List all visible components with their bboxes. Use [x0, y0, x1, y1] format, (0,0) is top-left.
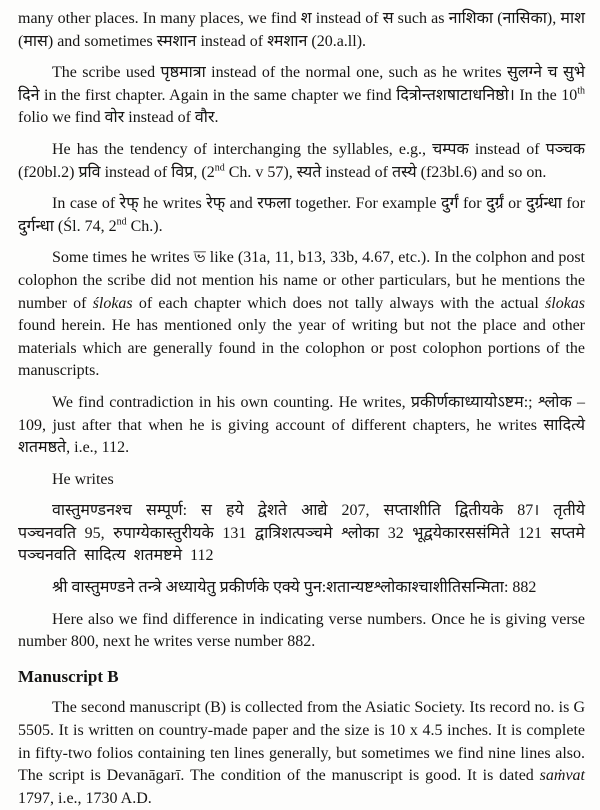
text-run: Some times he writes: [52, 249, 194, 267]
devanagari-text-run: ভ: [193, 249, 206, 267]
text-run: In the 10: [514, 86, 578, 104]
text-run: instead of: [196, 32, 268, 50]
paragraph-repha: [18, 193, 585, 238]
devanagari-text-run: विप्र: [171, 163, 194, 181]
paragraph-sanskrit-total-882: [18, 577, 585, 600]
text-run: , i.e., 112.: [66, 439, 130, 457]
devanagari-text-run: रेफ्: [119, 195, 139, 213]
text-run: Here also we find difference in indicating verse numbers. Once he is giving verse number 800, next he writes verse number 882.: [18, 610, 585, 651]
text-run: (Śl. 74, 2: [53, 217, 117, 235]
devanagari-text-run: दुर्ग्रं: [486, 195, 504, 213]
devanagari-text-run: स्यते: [296, 163, 322, 181]
text-run: instead of: [468, 140, 546, 158]
devanagari-text-run: नाशिका (नासिका): [448, 10, 553, 27]
text-run: he writes: [138, 195, 207, 213]
text-run: In case of: [52, 195, 120, 213]
text-run: ślokas: [92, 294, 133, 312]
devanagari-text-run: माश (मास): [18, 10, 585, 50]
text-run: nd: [116, 216, 127, 228]
devanagari-text-run: वास्तुमण्डनश्च सम्पूर्ण: स हये द्वेशते आद्ये 207, सप्ताशीति द्वितीयके 87। तृतीये पञ्चनवति 95, रुपाग्येकास्तुरीयके 131 द्वात्रिशत्पञ्चमे श्लोका 32 भूद्वयेकारससंमिते 121 सप्तमे पञ्चनवति सादित्य शतमष्टमे 112: [18, 502, 585, 565]
text-run: many other places. In many places, we find: [18, 10, 301, 27]
text-run: instead of: [124, 109, 195, 127]
text-run: instead of: [311, 10, 383, 27]
text-run: of each chapter which does not tally always with the actual: [132, 294, 546, 312]
devanagari-text-run: प्रकीर्णकाध्यायोऽष्टम:; श्लोक: [410, 393, 572, 411]
text-run: for: [458, 195, 487, 213]
devanagari-text-run: श्री वास्तुमण्डने तन्त्रे अध्यायेतु प्रकीर्णके एक्ये पुन:शतान्यष्टश्लोकाश्चाशीतिसन्मिता: 882: [52, 579, 537, 597]
text-run: The second manuscript (B) is collected from the Asiatic Society. Its record no. is G 5505. It is written on country-made paper and the size is 10 x 4.5 inches. It is complete in fifty-two folios containing ten lines generally, but sometimes we find nine lines also. The script is Devanāgarī. The condition of the manuscript is good. It is dated: [18, 699, 585, 785]
text-run: found herein. He has mentioned only the year of writing but not the place and other materials which are generally found in the colophon or post colophon portions of the manuscripts.: [18, 317, 585, 380]
section-heading-manuscript-b: Manuscript B: [18, 666, 119, 686]
devanagari-text-run: प्रवि: [78, 163, 101, 181]
paragraph-sanskrit-verse-counts: [18, 500, 585, 568]
devanagari-text-run: दुर्ग्रन्धा: [525, 195, 562, 213]
paragraph-counting-contradiction: [18, 392, 585, 460]
text-run: Ch. v 57),: [224, 163, 297, 181]
text-run: like (31a, 11, b13, 33b, 4.67, etc.). In the colphon and post colophon the scribe did not mention his name or other particulars, but he mentions the number of: [18, 249, 585, 312]
devanagari-text-run: पञ्चक: [545, 140, 586, 158]
paragraph-syllable-interchange: [18, 139, 585, 184]
paragraph-verse-number-difference: [18, 609, 585, 654]
text-run: such as: [393, 10, 449, 27]
devanagari-text-run: तस्ये: [392, 163, 417, 181]
text-run: in the first chapter. Again in the same chapter we find: [39, 86, 397, 104]
text-run: for: [561, 195, 586, 213]
text-run: instead of: [321, 163, 393, 181]
devanagari-text-run: वोर: [104, 109, 125, 127]
paragraph-manuscript-b-description: [18, 697, 585, 810]
devanagari-text-run: वौर: [194, 109, 215, 127]
devanagari-text-run: चम्पक: [432, 140, 469, 158]
devanagari-text-run: स्मशान: [156, 32, 197, 50]
devanagari-text-run: सुलग्ने च सुभे दिने: [18, 64, 586, 104]
text-run: or: [503, 195, 526, 213]
text-run: saṁvat: [539, 767, 585, 785]
text-run: The scribe used: [52, 64, 161, 82]
devanagari-text-run: श्मशान: [267, 32, 308, 50]
text-run: instead of: [100, 163, 172, 181]
text-run: , (2: [193, 163, 215, 181]
text-run: (f20bl.2): [18, 163, 79, 181]
paragraph-he-writes: [18, 469, 585, 492]
text-run: nd: [214, 162, 225, 174]
text-run: (20.a.ll).: [307, 32, 367, 50]
text-run: and: [225, 195, 258, 213]
devanagari-text-run: दुर्गन्धा: [18, 217, 54, 235]
text-run: ,: [552, 10, 561, 27]
text-run: He writes: [52, 470, 114, 488]
text-run: and sometimes: [53, 32, 157, 50]
text-run: folio we find: [18, 109, 105, 127]
text-run: – 109, just after that when he is giving account of different chapters, he writes: [18, 393, 585, 434]
devanagari-text-run: रफला: [257, 195, 292, 213]
text-run: He has the tendency of interchanging the syllables, e.g.,: [52, 140, 433, 158]
text-run: instead of the normal one, such as he writes: [205, 64, 507, 82]
paragraph-prsthamatra: [18, 62, 585, 130]
text-run: 1797, i.e., 1730 A.D.: [18, 789, 152, 807]
text-run: ślokas: [545, 294, 586, 312]
text-run: We find contradiction in his own counting. He writes,: [52, 393, 411, 411]
devanagari-text-run: दित्रोन्तशषाटाधनिष्ठो।: [396, 86, 515, 104]
text-run: .: [214, 109, 219, 127]
text-run: together. For example: [291, 195, 441, 213]
text-run: (f23bl.6) and so on.: [416, 163, 547, 181]
paragraph-continuation: [18, 8, 585, 53]
devanagari-text-run: श: [300, 10, 312, 27]
devanagari-text-run: दुर्गं: [440, 195, 459, 213]
paragraph-colophon: [18, 247, 585, 383]
devanagari-text-run: सादित्ये शतमष्ठते: [18, 416, 585, 457]
text-run: th: [577, 85, 586, 97]
devanagari-text-run: स: [382, 10, 394, 27]
devanagari-text-run: रेफ्: [206, 195, 226, 213]
devanagari-text-run: पृष्ठमात्रा: [160, 64, 206, 82]
text-run: Ch.).: [126, 217, 163, 235]
